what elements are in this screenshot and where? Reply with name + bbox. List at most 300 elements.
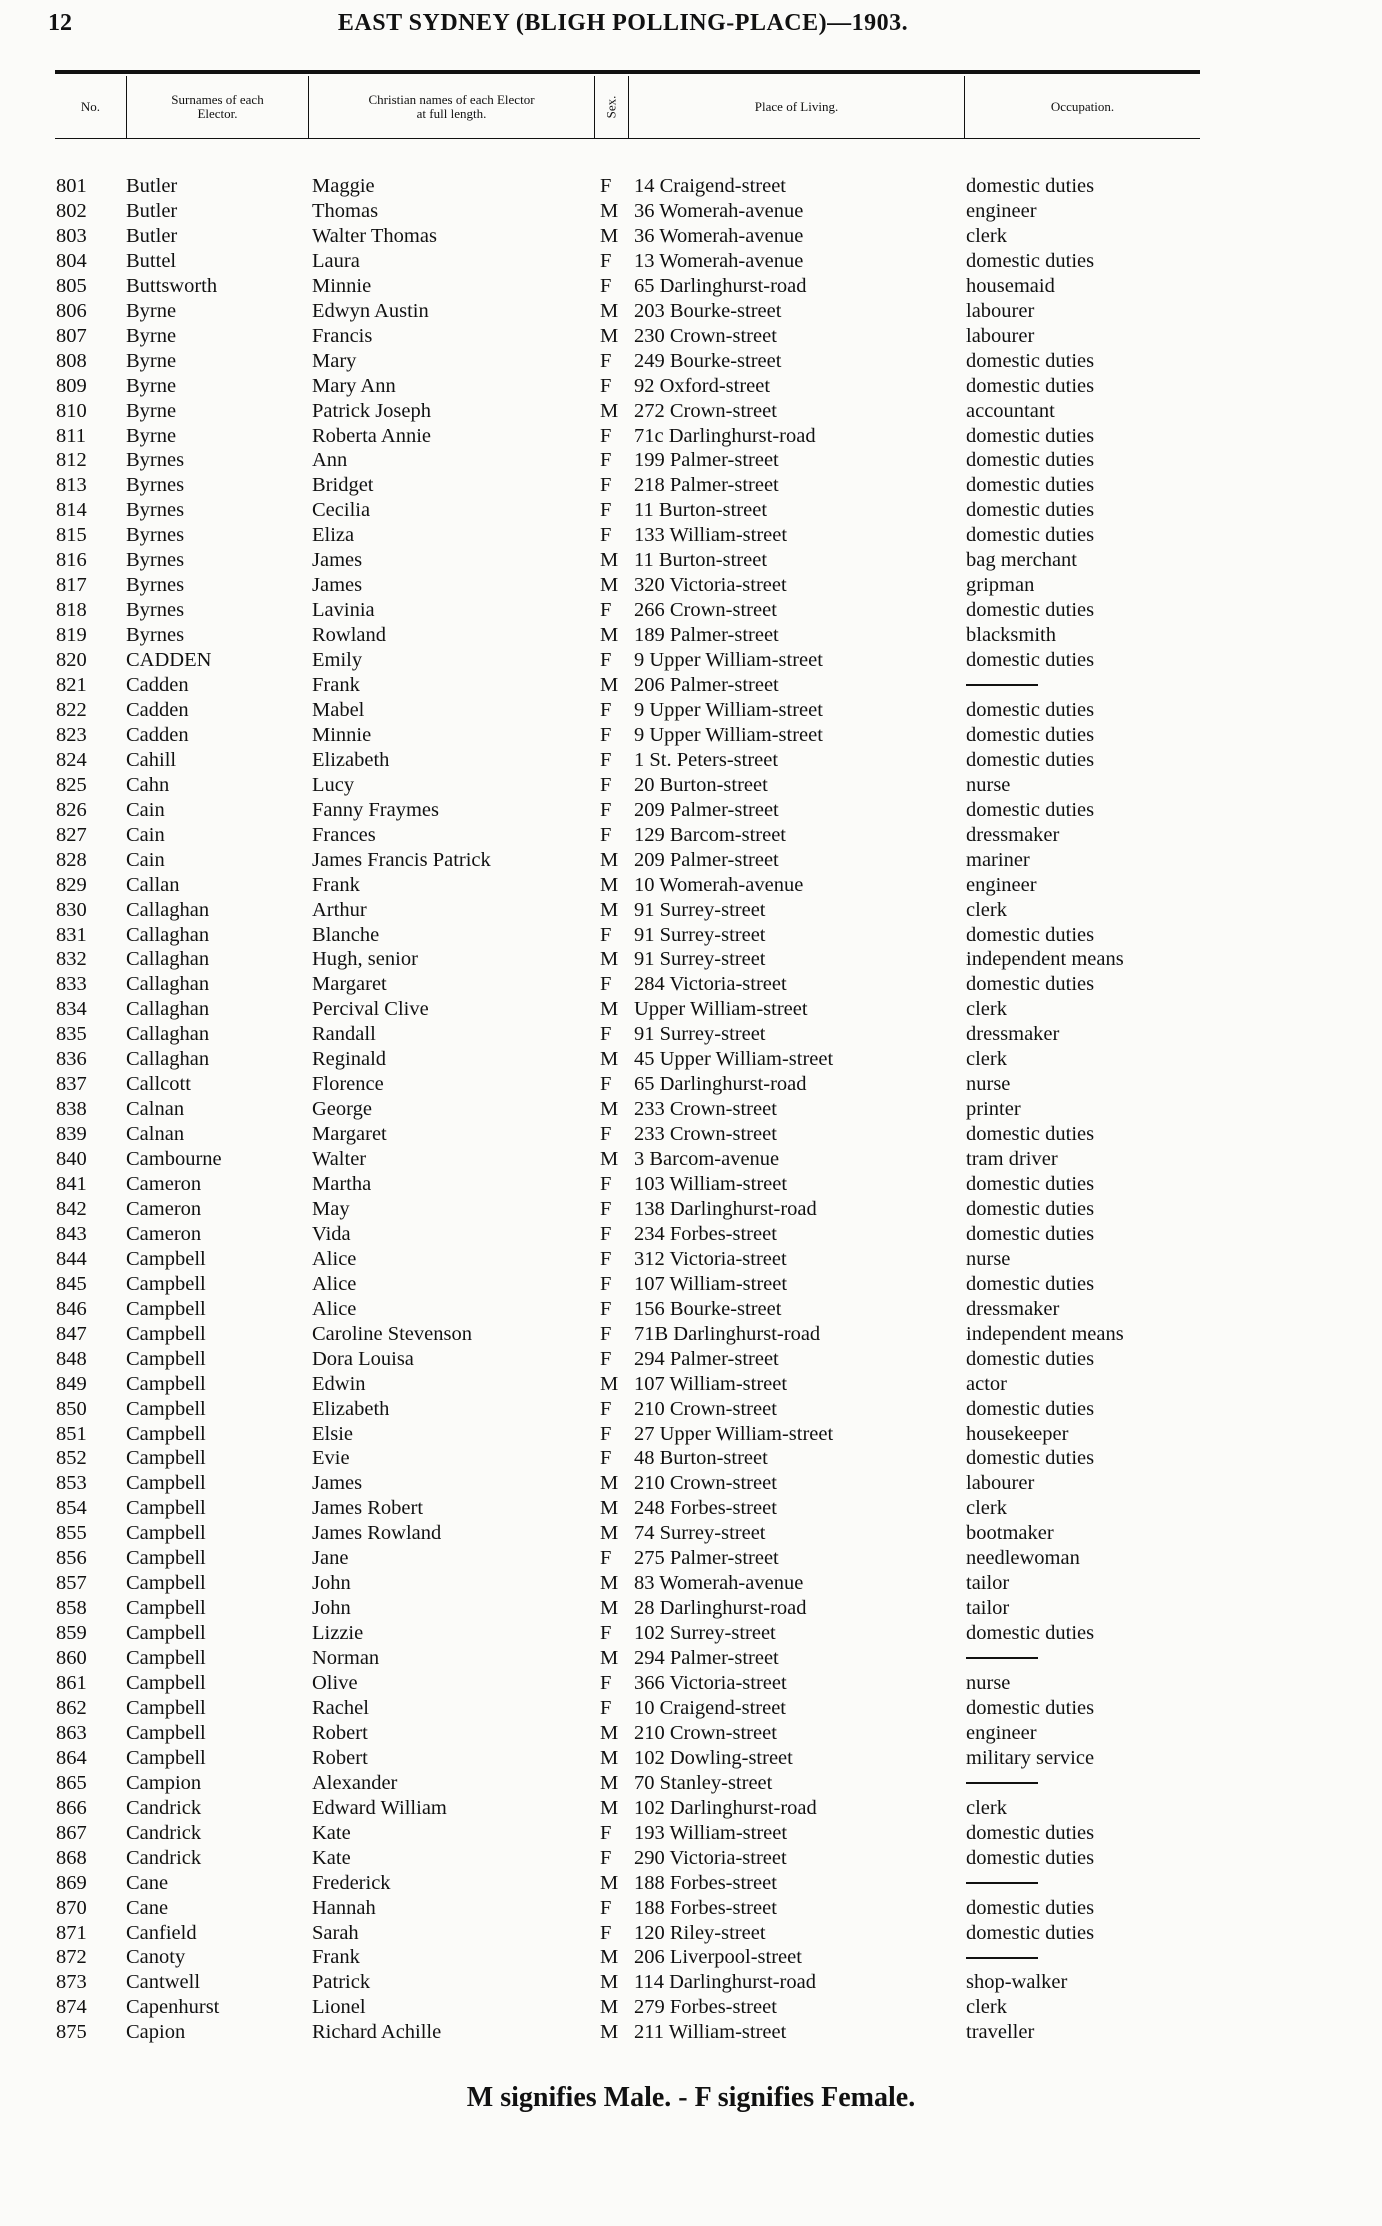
elector-occupation: labourer: [966, 1472, 1035, 1495]
elector-occupation: independent means: [966, 948, 1124, 971]
elector-place-of-living: 120 Riley-street: [634, 1921, 766, 1944]
elector-place-of-living: 102 Darlinghurst-road: [634, 1796, 817, 1819]
elector-occupation: clerk: [966, 224, 1007, 247]
elector-christian-names: Ann: [312, 449, 348, 472]
table-row: [0, 1546, 1382, 1571]
elector-christian-names: Lucy: [312, 773, 355, 796]
table-row: [0, 1372, 1382, 1397]
elector-place-of-living: 138 Darlinghurst-road: [634, 1197, 817, 1220]
elector-place-of-living: 230 Crown-street: [634, 324, 777, 347]
table-row: [0, 1197, 1382, 1222]
elector-place-of-living: 272 Crown-street: [634, 399, 777, 422]
column-header-place: Place of Living.: [629, 76, 965, 138]
elector-occupation: blacksmith: [966, 624, 1056, 647]
elector-sex: M: [600, 549, 619, 572]
elector-surname: Cane: [126, 1896, 169, 1919]
elector-sex: F: [600, 1672, 612, 1694]
elector-occupation: nurse: [966, 1247, 1011, 1270]
elector-number: 831: [56, 923, 87, 946]
elector-christian-names: Minnie: [312, 274, 372, 297]
table-row: [0, 299, 1382, 324]
elector-number: 828: [56, 848, 87, 871]
elector-place-of-living: 294 Palmer-street: [634, 1647, 779, 1670]
elector-occupation: clerk: [966, 998, 1007, 1021]
elector-sex: F: [600, 1846, 612, 1869]
elector-surname: Buttel: [126, 249, 177, 272]
page-header: [48, 10, 1198, 44]
table-row: [0, 1047, 1382, 1072]
elector-christian-names: Robert: [312, 1721, 368, 1744]
elector-occupation: engineer: [966, 1721, 1037, 1744]
table-row: [0, 1147, 1382, 1172]
elector-surname: Campbell: [126, 1397, 206, 1420]
elector-number: 819: [56, 624, 87, 647]
elector-sex: F: [600, 1272, 612, 1295]
elector-surname: Capion: [126, 2021, 186, 2044]
elector-number: 815: [56, 524, 87, 547]
elector-surname: Cain: [126, 823, 165, 846]
elector-number: 852: [56, 1447, 87, 1470]
elector-place-of-living: 10 Womerah-avenue: [634, 873, 804, 896]
elector-surname: Campbell: [126, 1472, 206, 1495]
elector-place-of-living: 28 Darlinghurst-road: [634, 1597, 807, 1620]
elector-christian-names: Patrick Joseph: [312, 399, 431, 422]
elector-number: 854: [56, 1497, 87, 1520]
elector-christian-names: Kate: [312, 1846, 351, 1869]
elector-surname: Callaghan: [126, 1023, 210, 1046]
elector-occupation: domestic duties: [966, 748, 1095, 771]
elector-sex: F: [600, 599, 612, 622]
elector-surname: Campbell: [126, 1447, 206, 1470]
table-row: [0, 424, 1382, 449]
elector-surname: Calnan: [126, 1123, 185, 1146]
elector-surname: Campbell: [126, 1572, 206, 1595]
elector-surname: Campbell: [126, 1647, 206, 1670]
elector-number: 855: [56, 1522, 87, 1545]
elector-sex: M: [600, 1098, 619, 1121]
elector-occupation: clerk: [966, 898, 1007, 921]
elector-number: 838: [56, 1098, 87, 1121]
elector-christian-names: Elizabeth: [312, 1397, 390, 1420]
table-row: [0, 448, 1382, 473]
elector-occupation: domestic duties: [966, 698, 1095, 721]
elector-number: 823: [56, 723, 87, 746]
table-row: [0, 1696, 1382, 1721]
elector-surname: Campbell: [126, 1372, 206, 1395]
page-title: EAST SYDNEY (BLIGH POLLING-PLACE)—1903.: [337, 10, 909, 36]
elector-place-of-living: 71B Darlinghurst-road: [634, 1322, 821, 1345]
elector-christian-names: Rowland: [312, 624, 387, 647]
elector-number: 801: [56, 175, 87, 197]
elector-occupation: engineer: [966, 873, 1037, 896]
elector-christian-names: Arthur: [312, 898, 367, 921]
table-row: [0, 673, 1382, 698]
elector-place-of-living: 199 Palmer-street: [634, 449, 779, 472]
elector-occupation: domestic duties: [966, 1173, 1095, 1195]
elector-christian-names: Eliza: [312, 524, 355, 547]
table-row: [0, 1172, 1382, 1197]
elector-christian-names: Minnie: [312, 723, 372, 746]
elector-occupation: domestic duties: [966, 499, 1095, 522]
table-row: [0, 174, 1382, 199]
elector-place-of-living: 206 Palmer-street: [634, 674, 779, 696]
elector-christian-names: Fanny Fraymes: [312, 798, 439, 821]
elector-surname: Calnan: [126, 1098, 185, 1121]
elector-place-of-living: 188 Forbes-street: [634, 1896, 777, 1919]
elector-surname: Candrick: [126, 1846, 202, 1869]
elector-number: 850: [56, 1397, 87, 1420]
column-header-occupation: Occupation.: [1050, 99, 1115, 114]
elector-sex: F: [600, 374, 612, 397]
elector-christian-names: Richard Achille: [312, 2021, 442, 2044]
elector-sex: M: [600, 1746, 619, 1769]
elector-surname: Cahill: [126, 748, 177, 771]
elector-surname: Byrnes: [126, 499, 185, 522]
elector-christian-names: James Francis Patrick: [312, 848, 491, 871]
elector-number: 859: [56, 1622, 87, 1645]
elector-sex: M: [600, 1497, 619, 1520]
elector-sex: M: [600, 1796, 619, 1819]
elector-christian-names: Francis: [312, 324, 373, 347]
elector-place-of-living: 71c Darlinghurst-road: [634, 424, 816, 447]
elector-number: 807: [56, 324, 87, 347]
elector-christian-names: Frances: [312, 823, 376, 846]
elector-place-of-living: 107 William-street: [634, 1372, 788, 1395]
table-row: [0, 898, 1382, 923]
elector-surname: Cameron: [126, 1222, 202, 1245]
elector-occupation: domestic duties: [966, 1622, 1095, 1645]
table-row: [0, 997, 1382, 1022]
elector-sex: F: [600, 1023, 612, 1046]
elector-place-of-living: 249 Bourke-street: [634, 349, 782, 372]
elector-number: 806: [56, 299, 87, 322]
elector-sex: F: [600, 1921, 612, 1944]
elector-surname: Cadden: [126, 674, 189, 696]
table-row: [0, 1222, 1382, 1247]
elector-occupation: mariner: [966, 848, 1030, 871]
table-row: [0, 473, 1382, 498]
elector-number: 843: [56, 1222, 87, 1245]
elector-occupation: housekeeper: [966, 1422, 1069, 1445]
elector-number: 836: [56, 1048, 87, 1071]
elector-surname: Byrne: [126, 349, 177, 372]
elector-sex: M: [600, 1048, 619, 1071]
table-row: [0, 224, 1382, 249]
elector-sex: F: [600, 1297, 612, 1320]
elector-surname: Byrne: [126, 299, 177, 322]
blank-occupation-dash: [966, 684, 1038, 686]
elector-place-of-living: 193 William-street: [634, 1821, 788, 1844]
table-row: [0, 1471, 1382, 1496]
elector-surname: Byrne: [126, 424, 177, 447]
elector-sex: F: [600, 1197, 612, 1220]
elector-number: 822: [56, 698, 87, 721]
elector-christian-names: Robert: [312, 1746, 368, 1769]
elector-place-of-living: 203 Bourke-street: [634, 299, 782, 322]
elector-occupation: domestic duties: [966, 1197, 1095, 1220]
elector-surname: Butler: [126, 224, 178, 247]
elector-surname: Campbell: [126, 1322, 206, 1345]
elector-sex: F: [600, 723, 612, 746]
elector-christian-names: Margaret: [312, 1123, 387, 1146]
elector-christian-names: Hugh, senior: [312, 948, 418, 971]
elector-sex: F: [600, 823, 612, 846]
elector-sex: M: [600, 1971, 619, 1994]
elector-sex: F: [600, 1247, 612, 1270]
table-row: [0, 1097, 1382, 1122]
elector-christian-names: Jane: [312, 1547, 349, 1570]
elector-christian-names: Alice: [312, 1297, 357, 1320]
elector-number: 861: [56, 1672, 87, 1694]
table-row: [0, 648, 1382, 673]
elector-sex: M: [600, 1572, 619, 1595]
elector-sex: F: [600, 1123, 612, 1146]
elector-surname: Campbell: [126, 1696, 206, 1719]
elector-surname: Campbell: [126, 1672, 206, 1694]
elector-surname: Byrnes: [126, 574, 185, 597]
elector-number: 860: [56, 1647, 87, 1670]
elector-number: 867: [56, 1821, 87, 1844]
page-number: 12: [48, 10, 72, 36]
elector-number: 846: [56, 1297, 87, 1320]
elector-place-of-living: 65 Darlinghurst-road: [634, 274, 807, 297]
elector-sex: M: [600, 2021, 619, 2044]
elector-surname: Cambourne: [126, 1148, 222, 1171]
elector-place-of-living: 209 Palmer-street: [634, 798, 779, 821]
elector-sex: F: [600, 773, 612, 796]
elector-number: 805: [56, 274, 87, 297]
elector-surname: Campbell: [126, 1547, 206, 1570]
elector-surname: Canfield: [126, 1921, 197, 1944]
table-row: [0, 1322, 1382, 1347]
table-row: [0, 1970, 1382, 1995]
elector-place-of-living: 36 Womerah-avenue: [634, 199, 804, 222]
elector-surname: Callaghan: [126, 1048, 210, 1071]
elector-surname: Campbell: [126, 1721, 206, 1744]
table-row: [0, 249, 1382, 274]
elector-christian-names: Evie: [312, 1447, 350, 1470]
elector-surname: Campbell: [126, 1522, 206, 1545]
elector-occupation: tailor: [966, 1572, 1010, 1595]
elector-sex: M: [600, 299, 619, 322]
elector-place-of-living: 91 Surrey-street: [634, 898, 766, 921]
elector-number: 874: [56, 1996, 87, 2019]
column-header-row: [55, 76, 1200, 139]
elector-occupation: clerk: [966, 1796, 1007, 1819]
elector-occupation: domestic duties: [966, 798, 1095, 821]
elector-surname: Campbell: [126, 1422, 206, 1445]
column-header-surname: Surnames of each Elector.: [127, 76, 309, 138]
elector-number: 868: [56, 1846, 87, 1869]
elector-christian-names: Dora Louisa: [312, 1347, 414, 1370]
elector-christian-names: Vida: [312, 1222, 351, 1245]
elector-sex: F: [600, 973, 612, 996]
elector-sex: F: [600, 1347, 612, 1370]
elector-christian-names: John: [312, 1572, 351, 1595]
elector-sex: F: [600, 274, 612, 297]
elector-occupation: housemaid: [966, 274, 1055, 297]
elector-number: 873: [56, 1971, 87, 1994]
table-row: [0, 1571, 1382, 1596]
elector-christian-names: Norman: [312, 1647, 380, 1670]
elector-sex: M: [600, 1372, 619, 1395]
elector-number: 841: [56, 1173, 87, 1195]
elector-occupation: gripman: [966, 574, 1035, 597]
elector-surname: Byrnes: [126, 624, 185, 647]
elector-number: 865: [56, 1771, 87, 1794]
elector-place-of-living: 266 Crown-street: [634, 599, 777, 622]
elector-christian-names: Mary: [312, 349, 357, 372]
elector-sex: M: [600, 1996, 619, 2019]
elector-sex: M: [600, 1647, 619, 1670]
table-row: [0, 1397, 1382, 1422]
elector-occupation: domestic duties: [966, 1696, 1095, 1719]
elector-sex: M: [600, 199, 619, 222]
elector-surname: Campbell: [126, 1247, 206, 1270]
table-row: [0, 274, 1382, 299]
elector-surname: Callan: [126, 873, 180, 896]
elector-sex: F: [600, 524, 612, 547]
elector-occupation: labourer: [966, 299, 1035, 322]
elector-sex: F: [600, 1222, 612, 1245]
elector-occupation: labourer: [966, 324, 1035, 347]
elector-number: 844: [56, 1247, 87, 1270]
elector-occupation: dressmaker: [966, 1023, 1060, 1046]
elector-sex: F: [600, 1073, 612, 1096]
elector-occupation: [966, 1871, 1266, 1896]
elector-number: 834: [56, 998, 87, 1021]
column-header-christian-names: Christian names of each Elector at full length.: [309, 76, 595, 138]
elector-place-of-living: 91 Surrey-street: [634, 923, 766, 946]
elector-occupation: [966, 1646, 1266, 1671]
elector-place-of-living: 65 Darlinghurst-road: [634, 1073, 807, 1096]
elector-place-of-living: 11 Burton-street: [634, 499, 768, 522]
elector-sex: M: [600, 848, 619, 871]
elector-surname: Callaghan: [126, 948, 210, 971]
elector-number: 808: [56, 349, 87, 372]
table-row: [0, 2020, 1382, 2045]
elector-surname: Byrnes: [126, 549, 185, 572]
elector-christian-names: Mary Ann: [312, 374, 396, 397]
elector-occupation: engineer: [966, 199, 1037, 222]
elector-sex: F: [600, 1696, 612, 1719]
elector-place-of-living: 114 Darlinghurst-road: [634, 1971, 816, 1994]
elector-sex: F: [600, 1547, 612, 1570]
elector-sex: M: [600, 224, 619, 247]
elector-place-of-living: 294 Palmer-street: [634, 1347, 779, 1370]
elector-christian-names: Walter: [312, 1148, 367, 1171]
elector-occupation: dressmaker: [966, 823, 1060, 846]
elector-occupation: domestic duties: [966, 649, 1095, 672]
elector-sex: M: [600, 1597, 619, 1620]
elector-occupation: tailor: [966, 1597, 1010, 1620]
elector-christian-names: Emily: [312, 649, 363, 672]
elector-number: 864: [56, 1746, 87, 1769]
table-row: [0, 1446, 1382, 1471]
blank-occupation-dash: [966, 1957, 1038, 1959]
elector-sex: M: [600, 1871, 619, 1894]
elector-place-of-living: 13 Womerah-avenue: [634, 249, 804, 272]
table-row: [0, 972, 1382, 997]
elector-sex: F: [600, 748, 612, 771]
elector-christian-names: Sarah: [312, 1921, 359, 1944]
elector-christian-names: Rachel: [312, 1696, 369, 1719]
table-row: [0, 1671, 1382, 1696]
table-row: [0, 1347, 1382, 1372]
elector-number: 824: [56, 748, 87, 771]
elector-number: 848: [56, 1347, 87, 1370]
elector-sex: M: [600, 948, 619, 971]
elector-christian-names: Alexander: [312, 1771, 398, 1794]
elector-occupation: nurse: [966, 1672, 1011, 1694]
column-header-sex: Sex.: [595, 76, 629, 138]
elector-surname: Cahn: [126, 773, 170, 796]
elector-number: 814: [56, 499, 87, 522]
elector-surname: Cameron: [126, 1197, 202, 1220]
elector-occupation: domestic duties: [966, 524, 1095, 547]
elector-surname: Cane: [126, 1871, 169, 1894]
elector-number: 827: [56, 823, 87, 846]
elector-place-of-living: 20 Burton-street: [634, 773, 768, 796]
elector-number: 851: [56, 1422, 87, 1445]
elector-surname: Campbell: [126, 1746, 206, 1769]
elector-surname: Buttsworth: [126, 274, 218, 297]
elector-place-of-living: 210 Crown-street: [634, 1472, 777, 1495]
elector-surname: Callcott: [126, 1073, 191, 1096]
elector-occupation: domestic duties: [966, 474, 1095, 497]
elector-surname: Butler: [126, 199, 178, 222]
blank-occupation-dash: [966, 1657, 1038, 1659]
elector-surname: Campbell: [126, 1497, 206, 1520]
elector-sex: M: [600, 1522, 619, 1545]
elector-surname: Cain: [126, 798, 165, 821]
elector-number: 875: [56, 2021, 87, 2044]
table-row: [0, 324, 1382, 349]
elector-place-of-living: 189 Palmer-street: [634, 624, 779, 647]
elector-christian-names: Florence: [312, 1073, 384, 1096]
elector-surname: Callaghan: [126, 998, 210, 1021]
elector-occupation: domestic duties: [966, 723, 1095, 746]
table-row: [0, 1796, 1382, 1821]
elector-surname: Capenhurst: [126, 1996, 220, 2019]
elector-sex: F: [600, 1173, 612, 1195]
elector-place-of-living: 70 Stanley-street: [634, 1771, 773, 1794]
elector-number: 821: [56, 674, 87, 696]
elector-place-of-living: 211 William-street: [634, 2021, 787, 2044]
elector-occupation: tram driver: [966, 1148, 1058, 1171]
elector-christian-names: Frank: [312, 873, 360, 896]
elector-christian-names: Martha: [312, 1173, 372, 1195]
elector-christian-names: James Robert: [312, 1497, 424, 1520]
table-row: [0, 374, 1382, 399]
elector-number: 837: [56, 1073, 87, 1096]
table-row: [0, 1596, 1382, 1621]
elector-occupation: [966, 673, 1266, 698]
elector-occupation: clerk: [966, 1996, 1007, 2019]
elector-christian-names: Alice: [312, 1272, 357, 1295]
elector-christian-names: Bridget: [312, 474, 374, 497]
elector-occupation: nurse: [966, 1073, 1011, 1096]
elector-occupation: domestic duties: [966, 374, 1095, 397]
elector-christian-names: James Rowland: [312, 1522, 442, 1545]
table-row: [0, 623, 1382, 648]
elector-christian-names: Elizabeth: [312, 748, 390, 771]
table-row: [0, 1921, 1382, 1946]
elector-occupation: clerk: [966, 1497, 1007, 1520]
elector-sex: F: [600, 1447, 612, 1470]
elector-number: 802: [56, 199, 87, 222]
elector-sex: M: [600, 624, 619, 647]
